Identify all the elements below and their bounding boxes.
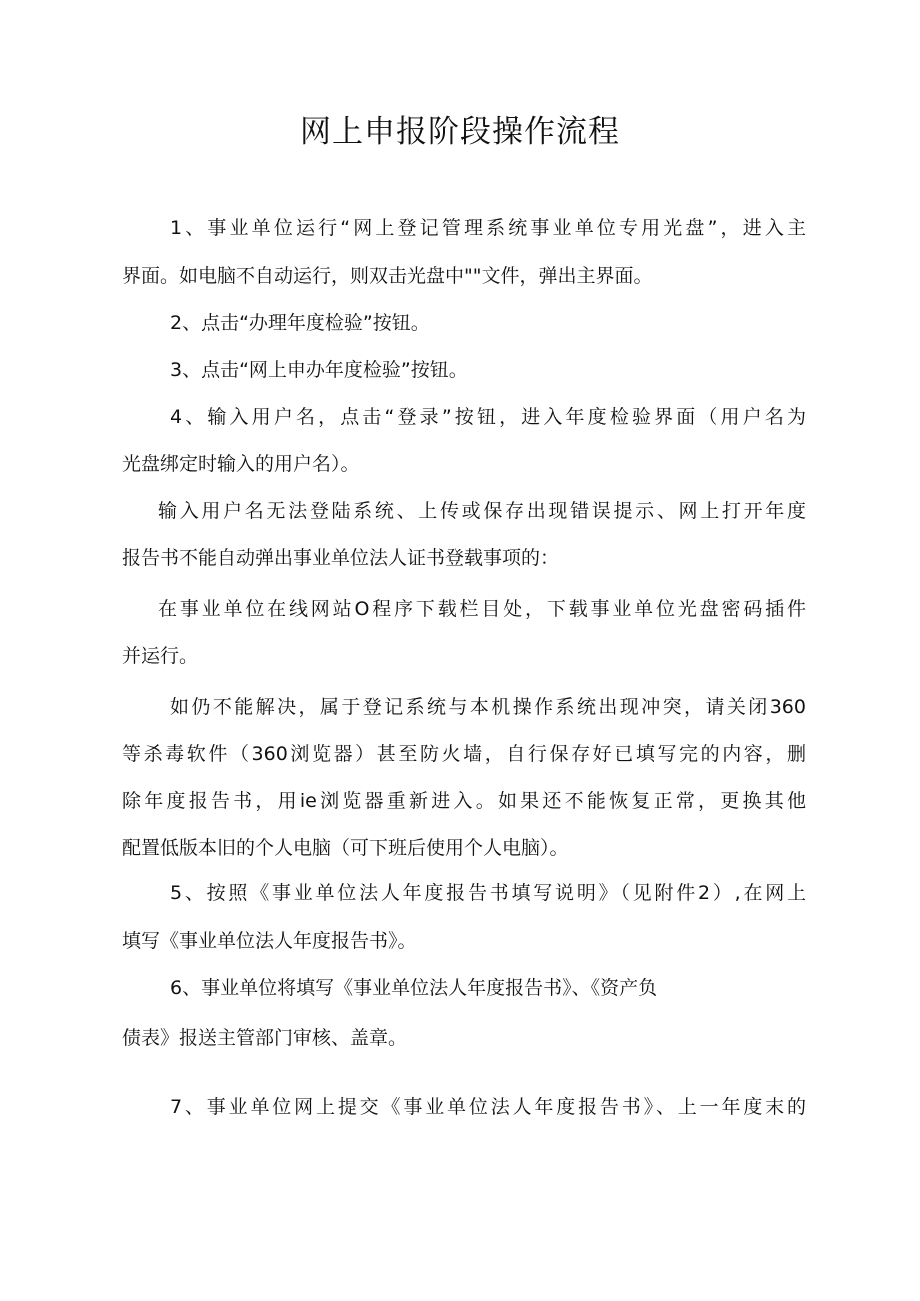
step-7-line-1: 7、事业单位网上提交《事业单位法人年度报告书》、上一年度末的 [170, 1096, 806, 1118]
step-6-line-2: 债表》报送主管部门审核、盖章。 [122, 1027, 408, 1049]
step-2: 2、点击“办理年度检验”按钮。 [170, 312, 430, 334]
note-3-line-3: 除年度报告书，用ie浏览器重新进入。如果还不能恢复正常，更换其他 [122, 790, 806, 812]
step-4-line-2: 光盘绑定时输入的用户名）。 [122, 453, 360, 475]
note-1-line-2: 报告书不能自动弹出事业单位法人证书登载事项的： [122, 547, 560, 569]
step-3: 3、点击“网上申办年度检验”按钮。 [170, 359, 468, 381]
document-title: 网上申报阶段操作流程 [300, 114, 620, 150]
note-3-line-2: 等杀毒软件（360浏览器）甚至防火墙，自行保存好已填写完的内容，删 [122, 743, 806, 765]
step-5-line-1: 5、按照《事业单位法人年度报告书填写说明》（见附件2）,在网上 [170, 882, 806, 904]
note-2-line-1: 在事业单位在线网站O程序下载栏目处，下载事业单位光盘密码插件 [158, 598, 806, 620]
note-3-line-1: 如仍不能解决，属于登记系统与本机操作系统出现冲突，请关闭360 [170, 696, 806, 718]
note-3-line-4: 配置低版本旧的个人电脑（可下班后使用个人电脑）。 [122, 837, 569, 859]
step-1-line-2: 界面。如电脑不自动运行，则双击光盘中""文件，弹出主界面。 [122, 265, 653, 287]
note-2-line-2: 并运行。 [122, 645, 199, 667]
step-5-line-2: 填写《事业单位法人年度报告书》。 [122, 930, 417, 952]
step-4-line-1: 4、输入用户名，点击“登录”按钮，进入年度检验界面（用户名为 [170, 406, 806, 428]
step-6-line-1: 6、事业单位将填写《事业单位法人年度报告书》、《资产负 [170, 977, 658, 999]
note-1-line-1: 输入用户名无法登陆系统、上传或保存出现错误提示、网上打开年度 [158, 500, 806, 522]
step-1-line-1: 1、事业单位运行“网上登记管理系统事业单位专用光盘”，进入主 [170, 217, 806, 239]
